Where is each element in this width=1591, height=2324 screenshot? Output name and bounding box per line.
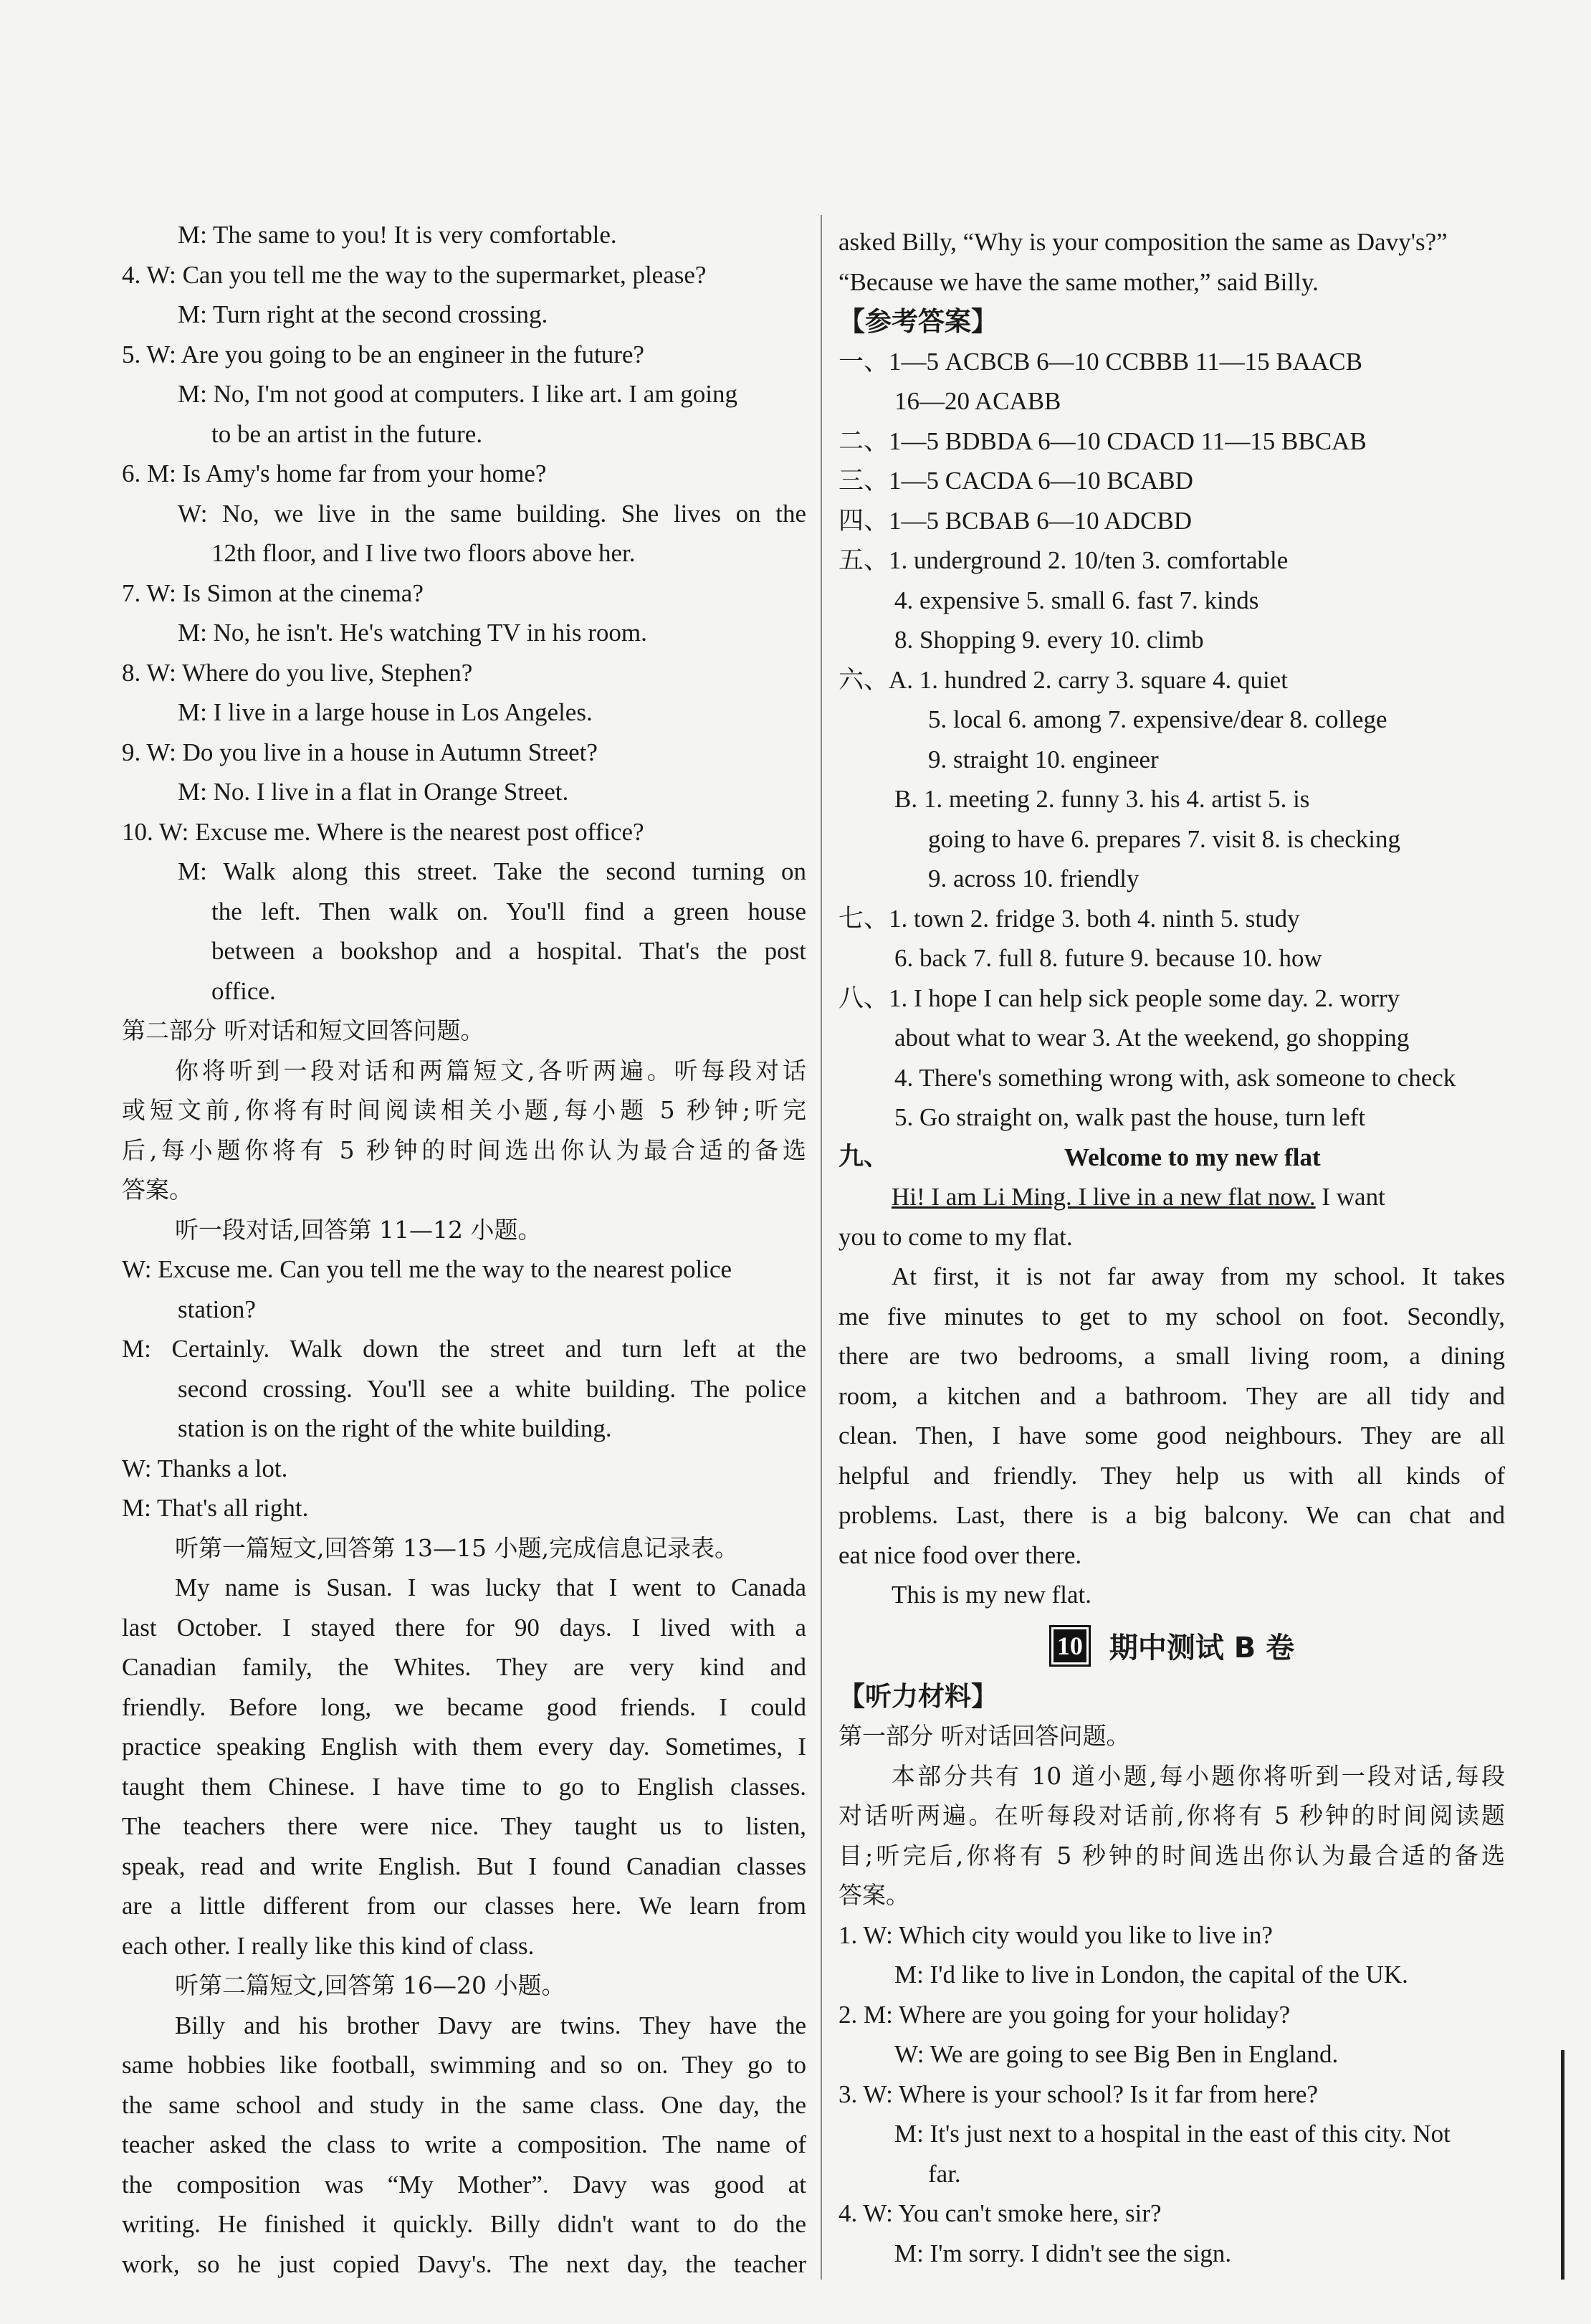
text-line: last October. I stayed there for 90 days. I lived with a bbox=[122, 1613, 806, 1642]
answer-line: 4. expensive 5. small 6. fast 7. kinds bbox=[894, 586, 1259, 614]
answer-line: going to have 6. prepares 7. visit 8. is checking bbox=[928, 824, 1401, 853]
answer-line: 四、1—5 BCBAB 6—10 ADCBD bbox=[838, 506, 1192, 535]
text-line: 答案。 bbox=[122, 1176, 193, 1204]
answer-line: 三、1—5 CACDA 6—10 BCABD bbox=[838, 467, 1193, 495]
text-line: the left. Then walk on. You'll find a green house bbox=[211, 897, 806, 925]
text-line: 听一段对话,回答第 11—12 小题。 bbox=[175, 1215, 542, 1244]
text-line: 9. W: Do you live in a house in Autumn Street? bbox=[122, 738, 598, 766]
left-column bbox=[122, 215, 806, 2284]
answer-line: 5. Go straight on, walk past the house, turn left bbox=[894, 1103, 1366, 1131]
text-line: 第二部分 听对话和短文回答问题。 bbox=[122, 1016, 484, 1044]
text-line: friendly. Before long, we became good friends. I could bbox=[122, 1692, 806, 1721]
text-line: W: Excuse me. Can you tell me the way to the nearest police bbox=[122, 1255, 732, 1283]
essay-line: At first, it is not far away from my school. It takes bbox=[892, 1262, 1505, 1290]
instruction-line: 答案。 bbox=[838, 1881, 909, 1909]
text-line: M: That's all right. bbox=[122, 1494, 309, 1522]
answer-line: B. 1. meeting 2. funny 3. his 4. artist 5. is bbox=[894, 785, 1310, 813]
text-line: M: No, he isn't. He's watching TV in his room. bbox=[178, 619, 647, 647]
text-line: asked Billy, “Why is your composition the same as Davy's?” bbox=[838, 228, 1448, 256]
text-line: 或短文前,你将有时间阅读相关小题,每小题 5 秒钟;听完 bbox=[122, 1096, 806, 1124]
text-line: 12th floor, and I live two floors above her. bbox=[211, 539, 636, 567]
page-edge-mark bbox=[1561, 2050, 1564, 2280]
essay-title-row bbox=[838, 1138, 1505, 1178]
part1-instructions bbox=[838, 1756, 1505, 1915]
text-line: second crossing. You'll see a white building. The police bbox=[178, 1374, 806, 1403]
text-line: M: No. I live in a flat in Orange Street. bbox=[178, 778, 569, 806]
answer-line: 一、1—5 ACBCB 6—10 CCBBB 11—15 BAACB bbox=[838, 347, 1362, 376]
text-line: office. bbox=[211, 976, 276, 1005]
text-line: W: Thanks a lot. bbox=[122, 1454, 288, 1482]
text-line: same hobbies like football, swimming and so on. They go to bbox=[122, 2051, 806, 2079]
essay-line: me five minutes to get to my school on foot. Secondly, bbox=[838, 1302, 1505, 1330]
text-line: M: Turn right at the second crossing. bbox=[178, 300, 548, 328]
answers-heading: 【参考答案】 bbox=[838, 306, 998, 337]
text-line: practice speaking English with them every day. Sometimes, I bbox=[122, 1733, 806, 1761]
dialogue-line: 1. W: Which city would you like to live in? bbox=[838, 1920, 1273, 1949]
text-line: teacher asked the class to write a composition. The name of bbox=[122, 2130, 806, 2158]
story-ending bbox=[838, 222, 1505, 302]
text-line: 5. W: Are you going to be an engineer in the future? bbox=[122, 340, 644, 368]
text-line: between a bookshop and a hospital. That's the post bbox=[211, 937, 806, 965]
essay-first-rest: I want bbox=[1315, 1183, 1385, 1211]
essay-line: there are two bedrooms, a small living room, a dining bbox=[838, 1342, 1505, 1370]
dialogue-line: M: I'd like to live in London, the capital of the UK. bbox=[894, 1961, 1408, 1989]
text-line: 听第一篇短文,回答第 13—15 小题,完成信息记录表。 bbox=[175, 1533, 738, 1562]
text-line: each other. I really like this kind of class. bbox=[122, 1931, 535, 1960]
text-line: 听第二篇短文,回答第 16—20 小题。 bbox=[175, 1971, 565, 1999]
text-line: are a little different from our classes here. We learn from bbox=[122, 1892, 806, 1920]
text-line: Canadian family, the Whites. They are very kind and bbox=[122, 1653, 806, 1681]
dialogue-line: 2. M: Where are you going for your holiday? bbox=[838, 2000, 1291, 2029]
answer-line: 9. across 10. friendly bbox=[928, 865, 1140, 892]
text-line: writing. He finished it quickly. Billy didn't want to do the bbox=[122, 2210, 806, 2238]
essay-line: This is my new flat. bbox=[892, 1581, 1091, 1609]
dialogue-line: M: I'm sorry. I didn't see the sign. bbox=[894, 2239, 1232, 2267]
answer-line: 6. back 7. full 8. future 9. because 10. how bbox=[894, 944, 1322, 972]
answer-line: 八、1. I hope I can help sick people some day. 2. worry bbox=[838, 984, 1400, 1012]
column-divider bbox=[821, 215, 822, 2280]
answer-line: 六、A. 1. hundred 2. carry 3. square 4. quiet bbox=[838, 665, 1288, 694]
dialogues-list bbox=[838, 1915, 1505, 2274]
test-header bbox=[838, 1625, 1505, 1667]
right-column bbox=[838, 222, 1505, 2273]
text-line: 10. W: Excuse me. Where is the nearest post office? bbox=[122, 817, 644, 846]
text-line: the composition was “My Mother”. Davy was good at bbox=[122, 2170, 806, 2199]
part1-heading: 第一部分 听对话回答问题。 bbox=[838, 1722, 1130, 1750]
dialogue-line: 3. W: Where is your school? Is it far from here? bbox=[838, 2080, 1318, 2108]
text-line: The teachers there were nice. They taught us to listen, bbox=[122, 1812, 806, 1840]
test-title: 期中测试 B 卷 bbox=[1109, 1632, 1295, 1665]
answer-line: about what to wear 3. At the weekend, go shopping bbox=[894, 1024, 1410, 1052]
answer-line: 二、1—5 BDBDA 6—10 CDACD 11—15 BBCAB bbox=[838, 427, 1367, 455]
answer-line: 七、1. town 2. fridge 3. both 4. ninth 5. study bbox=[838, 904, 1300, 933]
text-line: station? bbox=[178, 1295, 256, 1323]
answer-line: 4. There's something wrong with, ask someone to check bbox=[894, 1063, 1456, 1092]
essay-line: helpful and friendly. They help us with all kinds of bbox=[838, 1461, 1505, 1490]
answer-line: 8. Shopping 9. every 10. climb bbox=[894, 626, 1204, 654]
essay-line: room, a kitchen and a bathroom. They are all tidy and bbox=[838, 1381, 1505, 1410]
text-line: My name is Susan. I was lucky that I went to Canada bbox=[175, 1573, 806, 1601]
text-line: M: I live in a large house in Los Angeles. bbox=[178, 698, 593, 726]
test-number-badge: 10 bbox=[1049, 1625, 1091, 1667]
listening-heading: 【听力材料】 bbox=[838, 1680, 998, 1712]
text-line: 你将听到一段对话和两篇短文,各听两遍。听每段对话 bbox=[175, 1056, 806, 1085]
dialogue-line: M: It's just next to a hospital in the east of this city. Not bbox=[894, 2120, 1451, 2148]
instruction-line: 目;听完后,你将有 5 秒钟的时间选出你认为最合适的备选 bbox=[838, 1841, 1505, 1870]
text-line: work, so he just copied Davy's. The next day, the teacher bbox=[122, 2249, 806, 2278]
text-line: M: Certainly. Walk down the street and turn left at the bbox=[122, 1335, 806, 1363]
text-line: 8. W: Where do you live, Stephen? bbox=[122, 658, 473, 687]
essay-line: you to come to my flat. bbox=[838, 1222, 1073, 1251]
answer-line: 9. straight 10. engineer bbox=[928, 745, 1159, 773]
answer-line: 五、1. underground 2. 10/ten 3. comfortable bbox=[838, 546, 1289, 574]
essay-first-line bbox=[838, 1177, 1505, 1217]
instruction-line: 对话听两遍。在听每段对话前,你将有 5 秒钟的时间阅读题 bbox=[838, 1801, 1505, 1829]
text-line: 后,每小题你将有 5 秒钟的时间选出你认为最合适的备选 bbox=[122, 1135, 806, 1164]
instruction-line: 本部分共有 10 道小题,每小题你将听到一段对话,每段 bbox=[892, 1761, 1505, 1790]
text-line: 7. W: Is Simon at the cinema? bbox=[122, 578, 424, 607]
essay-line: eat nice food over there. bbox=[838, 1540, 1082, 1569]
answer-line: 5. local 6. among 7. expensive/dear 8. college bbox=[928, 705, 1387, 733]
essay-line: clean. Then, I have some good neighbours. They are all bbox=[838, 1421, 1505, 1449]
text-line: M: No, I'm not good at computers. I like art. I am going bbox=[178, 380, 738, 408]
essay-line: problems. Last, there is a big balcony. We can chat and bbox=[838, 1501, 1505, 1529]
text-line: the same school and study in the same class. One day, the bbox=[122, 2090, 806, 2119]
dialogue-line: W: We are going to see Big Ben in England. bbox=[894, 2040, 1339, 2068]
essay-number: 九、 bbox=[838, 1142, 889, 1171]
answer-key bbox=[838, 342, 1505, 1138]
dialogue-line: far. bbox=[928, 2159, 961, 2188]
text-line: to be an artist in the future. bbox=[211, 419, 483, 448]
essay-underlined-sentence: Hi! I am Li Ming. I live in a new flat now. bbox=[892, 1183, 1316, 1211]
text-line: M: Walk along this street. Take the second turning on bbox=[178, 857, 806, 885]
text-line: station is on the right of the white building. bbox=[178, 1414, 612, 1442]
text-line: W: No, we live in the same building. She lives on the bbox=[178, 499, 806, 528]
essay-body bbox=[838, 1217, 1505, 1615]
text-line: “Because we have the same mother,” said Billy. bbox=[838, 267, 1319, 296]
text-line: Billy and his brother Davy are twins. They have the bbox=[175, 2011, 806, 2039]
text-line: M: The same to you! It is very comfortable. bbox=[178, 221, 617, 249]
essay-title: Welcome to my new flat bbox=[1064, 1143, 1321, 1171]
text-line: taught them Chinese. I have time to go to English classes. bbox=[122, 1772, 806, 1801]
text-line: 4. W: Can you tell me the way to the supermarket, please? bbox=[122, 260, 707, 289]
text-line: 6. M: Is Amy's home far from your home? bbox=[122, 459, 547, 487]
text-line: speak, read and write English. But I found Canadian classes bbox=[122, 1852, 806, 1880]
dialogue-line: 4. W: You can't smoke here, sir? bbox=[838, 2199, 1162, 2227]
answer-line: 16—20 ACABB bbox=[894, 387, 1061, 415]
